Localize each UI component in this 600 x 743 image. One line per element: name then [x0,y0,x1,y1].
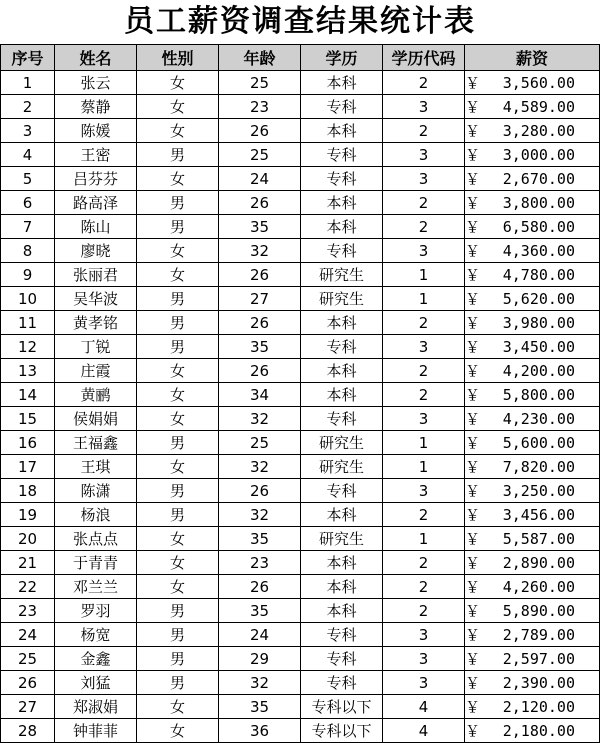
table-row [1,335,600,359]
cell-no: 24 [1,623,55,647]
cell-gender: 女 [137,527,219,551]
cell-age: 35 [219,599,301,623]
cell-no: 2 [1,95,55,119]
header-education: 学历 [301,45,383,71]
salary-amount: 3,280.00 [502,122,575,140]
currency-symbol: ￥ [465,602,481,620]
cell-salary [465,503,600,527]
cell-education: 专科 [301,239,383,263]
cell-age: 25 [219,143,301,167]
cell-salary [465,647,600,671]
cell-name: 张点点 [55,527,137,551]
cell-age: 32 [219,671,301,695]
cell-no: 25 [1,647,55,671]
cell-name: 郑淑娟 [55,695,137,719]
cell-education-code: 2 [383,215,465,239]
table-row [1,599,600,623]
currency-symbol: ￥ [465,122,481,140]
salary-amount: 2,670.00 [502,170,575,188]
cell-education-code: 1 [383,527,465,551]
salary-amount: 2,597.00 [502,650,575,668]
cell-name: 张云 [55,71,137,95]
cell-gender: 女 [137,407,219,431]
cell-education: 本科 [301,575,383,599]
cell-gender: 男 [137,335,219,359]
cell-no: 26 [1,671,55,695]
cell-education: 本科 [301,71,383,95]
cell-no: 20 [1,527,55,551]
cell-education: 本科 [301,311,383,335]
cell-age: 32 [219,407,301,431]
salary-amount: 5,890.00 [502,602,575,620]
table-row [1,143,600,167]
cell-name: 黄孝铭 [55,311,137,335]
cell-education: 专科 [301,623,383,647]
cell-education-code: 2 [383,119,465,143]
cell-salary [465,431,600,455]
cell-name: 陈潇 [55,479,137,503]
cell-education-code: 1 [383,455,465,479]
cell-education: 专科 [301,95,383,119]
header-salary: 薪资 [465,45,600,71]
cell-education: 专科 [301,143,383,167]
table-row [1,551,600,575]
cell-age: 35 [219,215,301,239]
cell-education-code: 3 [383,671,465,695]
cell-salary [465,407,600,431]
cell-name: 侯娟娟 [55,407,137,431]
cell-no: 27 [1,695,55,719]
header-education-code: 学历代码 [383,45,465,71]
cell-salary [465,143,600,167]
table-row [1,623,600,647]
cell-no: 11 [1,311,55,335]
cell-gender: 女 [137,695,219,719]
table-row [1,71,600,95]
cell-age: 26 [219,191,301,215]
cell-education: 研究生 [301,431,383,455]
table-row [1,191,600,215]
cell-education-code: 3 [383,167,465,191]
cell-age: 32 [219,455,301,479]
cell-education-code: 3 [383,407,465,431]
table-row [1,215,600,239]
cell-no: 21 [1,551,55,575]
salary-amount: 5,800.00 [502,386,575,404]
cell-age: 24 [219,623,301,647]
cell-gender: 男 [137,647,219,671]
cell-gender: 女 [137,575,219,599]
cell-salary [465,455,600,479]
cell-no: 5 [1,167,55,191]
cell-salary [465,671,600,695]
currency-symbol: ￥ [465,362,481,380]
cell-salary [465,527,600,551]
cell-education: 专科 [301,407,383,431]
currency-symbol: ￥ [465,410,481,428]
cell-education: 研究生 [301,527,383,551]
salary-table [0,44,600,743]
salary-amount: 2,180.00 [502,722,575,740]
cell-gender: 女 [137,359,219,383]
cell-salary [465,263,600,287]
cell-education: 本科 [301,215,383,239]
cell-name: 吕芬芬 [55,167,137,191]
salary-amount: 6,580.00 [502,218,575,236]
cell-no: 28 [1,719,55,743]
cell-no: 3 [1,119,55,143]
cell-education-code: 3 [383,479,465,503]
cell-salary [465,383,600,407]
table-row [1,407,600,431]
cell-no: 15 [1,407,55,431]
cell-gender: 女 [137,71,219,95]
cell-name: 路高泽 [55,191,137,215]
header-no: 序号 [1,45,55,71]
cell-education-code: 1 [383,287,465,311]
cell-name: 邓兰兰 [55,575,137,599]
currency-symbol: ￥ [465,458,481,476]
cell-salary [465,695,600,719]
currency-symbol: ￥ [465,242,481,260]
currency-symbol: ￥ [465,530,481,548]
salary-amount: 4,260.00 [502,578,575,596]
cell-no: 4 [1,143,55,167]
cell-gender: 男 [137,287,219,311]
salary-amount: 3,800.00 [502,194,575,212]
currency-symbol: ￥ [465,650,481,668]
cell-age: 23 [219,95,301,119]
cell-no: 8 [1,239,55,263]
table-row [1,575,600,599]
currency-symbol: ￥ [465,170,481,188]
cell-salary [465,95,600,119]
table-row [1,359,600,383]
cell-age: 26 [219,119,301,143]
cell-no: 18 [1,479,55,503]
cell-age: 29 [219,647,301,671]
cell-salary [465,311,600,335]
cell-education-code: 2 [383,311,465,335]
cell-education: 本科 [301,503,383,527]
currency-symbol: ￥ [465,314,481,332]
currency-symbol: ￥ [465,578,481,596]
cell-name: 金鑫 [55,647,137,671]
cell-gender: 男 [137,479,219,503]
table-row [1,527,600,551]
currency-symbol: ￥ [465,290,481,308]
cell-education: 专科 [301,671,383,695]
cell-education-code: 2 [383,359,465,383]
currency-symbol: ￥ [465,722,481,740]
cell-salary [465,215,600,239]
cell-salary [465,719,600,743]
currency-symbol: ￥ [465,74,481,92]
table-row [1,239,600,263]
cell-salary [465,575,600,599]
cell-salary [465,479,600,503]
cell-age: 35 [219,335,301,359]
cell-education-code: 2 [383,71,465,95]
cell-salary [465,359,600,383]
table-row [1,95,600,119]
table-row [1,311,600,335]
cell-gender: 女 [137,263,219,287]
cell-education: 研究生 [301,455,383,479]
cell-education-code: 2 [383,575,465,599]
cell-education-code: 3 [383,239,465,263]
cell-name: 罗羽 [55,599,137,623]
currency-symbol: ￥ [465,194,481,212]
cell-name: 于青青 [55,551,137,575]
cell-age: 32 [219,503,301,527]
cell-age: 27 [219,287,301,311]
salary-amount: 4,230.00 [502,410,575,428]
cell-education-code: 3 [383,623,465,647]
cell-no: 9 [1,263,55,287]
currency-symbol: ￥ [465,434,481,452]
salary-amount: 3,560.00 [502,74,575,92]
currency-symbol: ￥ [465,146,481,164]
salary-amount: 2,390.00 [502,674,575,692]
cell-education: 专科 [301,647,383,671]
cell-no: 10 [1,287,55,311]
cell-name: 庄霞 [55,359,137,383]
cell-no: 12 [1,335,55,359]
cell-no: 23 [1,599,55,623]
table-row [1,647,600,671]
cell-salary [465,335,600,359]
cell-education-code: 2 [383,551,465,575]
cell-education: 专科以下 [301,719,383,743]
cell-education: 专科 [301,335,383,359]
cell-salary [465,191,600,215]
salary-amount: 5,620.00 [502,290,575,308]
cell-no: 14 [1,383,55,407]
cell-no: 22 [1,575,55,599]
salary-amount: 2,890.00 [502,554,575,572]
cell-gender: 女 [137,383,219,407]
cell-salary [465,599,600,623]
cell-salary [465,551,600,575]
currency-symbol: ￥ [465,482,481,500]
cell-name: 丁锐 [55,335,137,359]
cell-age: 35 [219,527,301,551]
cell-education-code: 2 [383,191,465,215]
cell-education: 研究生 [301,287,383,311]
header-row [1,45,600,71]
cell-age: 26 [219,575,301,599]
cell-gender: 女 [137,119,219,143]
cell-age: 36 [219,719,301,743]
cell-gender: 男 [137,311,219,335]
cell-name: 钟菲菲 [55,719,137,743]
cell-name: 王福鑫 [55,431,137,455]
cell-no: 19 [1,503,55,527]
cell-gender: 男 [137,671,219,695]
cell-name: 吴华波 [55,287,137,311]
cell-age: 34 [219,383,301,407]
salary-amount: 3,456.00 [502,506,575,524]
table-row [1,263,600,287]
cell-education-code: 2 [383,503,465,527]
cell-age: 25 [219,71,301,95]
table-row [1,455,600,479]
cell-name: 王琪 [55,455,137,479]
cell-name: 杨宽 [55,623,137,647]
cell-gender: 男 [137,431,219,455]
cell-name: 蔡静 [55,95,137,119]
cell-name: 黄鹂 [55,383,137,407]
cell-salary [465,623,600,647]
cell-education-code: 4 [383,695,465,719]
cell-gender: 女 [137,95,219,119]
cell-age: 25 [219,431,301,455]
cell-gender: 女 [137,551,219,575]
cell-education: 本科 [301,383,383,407]
cell-education-code: 1 [383,263,465,287]
salary-amount: 7,820.00 [502,458,575,476]
cell-education: 本科 [301,599,383,623]
cell-education: 专科以下 [301,695,383,719]
currency-symbol: ￥ [465,386,481,404]
currency-symbol: ￥ [465,674,481,692]
salary-amount: 4,200.00 [502,362,575,380]
currency-symbol: ￥ [465,626,481,644]
cell-name: 张丽君 [55,263,137,287]
cell-age: 35 [219,695,301,719]
cell-education-code: 3 [383,95,465,119]
cell-salary [465,119,600,143]
cell-education: 研究生 [301,263,383,287]
cell-name: 陈媛 [55,119,137,143]
cell-gender: 男 [137,623,219,647]
table-row [1,119,600,143]
cell-gender: 男 [137,215,219,239]
cell-age: 26 [219,479,301,503]
cell-age: 24 [219,167,301,191]
currency-symbol: ￥ [465,506,481,524]
cell-age: 26 [219,263,301,287]
cell-education: 本科 [301,359,383,383]
table-row [1,479,600,503]
cell-age: 26 [219,311,301,335]
cell-name: 陈山 [55,215,137,239]
currency-symbol: ￥ [465,98,481,116]
cell-gender: 男 [137,503,219,527]
cell-name: 杨浪 [55,503,137,527]
cell-gender: 女 [137,167,219,191]
cell-name: 刘猛 [55,671,137,695]
table-row [1,287,600,311]
cell-education: 专科 [301,479,383,503]
table-row [1,167,600,191]
page-title: 员工薪资调查结果统计表 [124,4,476,39]
cell-education-code: 3 [383,335,465,359]
header-gender: 性别 [137,45,219,71]
salary-amount: 3,980.00 [502,314,575,332]
cell-no: 7 [1,215,55,239]
salary-amount: 5,587.00 [502,530,575,548]
cell-education-code: 2 [383,599,465,623]
cell-education: 本科 [301,191,383,215]
cell-no: 16 [1,431,55,455]
cell-age: 26 [219,359,301,383]
cell-gender: 女 [137,455,219,479]
cell-salary [465,71,600,95]
cell-gender: 男 [137,143,219,167]
cell-age: 23 [219,551,301,575]
currency-symbol: ￥ [465,218,481,236]
table-body [1,71,600,743]
salary-amount: 2,789.00 [502,626,575,644]
cell-education: 专科 [301,167,383,191]
currency-symbol: ￥ [465,266,481,284]
cell-gender: 女 [137,239,219,263]
cell-education-code: 3 [383,647,465,671]
salary-amount: 3,450.00 [502,338,575,356]
salary-amount: 4,360.00 [502,242,575,260]
cell-salary [465,167,600,191]
currency-symbol: ￥ [465,338,481,356]
cell-education: 本科 [301,119,383,143]
header-name: 姓名 [55,45,137,71]
table-row [1,695,600,719]
salary-amount: 2,120.00 [502,698,575,716]
table-row [1,503,600,527]
cell-age: 32 [219,239,301,263]
salary-amount: 4,780.00 [502,266,575,284]
cell-name: 王密 [55,143,137,167]
table-row [1,431,600,455]
cell-gender: 男 [137,191,219,215]
salary-amount: 5,600.00 [502,434,575,452]
cell-no: 13 [1,359,55,383]
cell-education-code: 4 [383,719,465,743]
cell-gender: 男 [137,599,219,623]
header-age: 年龄 [219,45,301,71]
table-row [1,671,600,695]
salary-amount: 4,589.00 [502,98,575,116]
cell-education-code: 2 [383,383,465,407]
table-row [1,383,600,407]
cell-no: 1 [1,71,55,95]
cell-name: 廖晓 [55,239,137,263]
cell-no: 6 [1,191,55,215]
cell-education-code: 3 [383,143,465,167]
cell-salary [465,287,600,311]
cell-salary [465,239,600,263]
currency-symbol: ￥ [465,554,481,572]
cell-education-code: 1 [383,431,465,455]
table-row [1,719,600,743]
currency-symbol: ￥ [465,698,481,716]
salary-amount: 3,250.00 [502,482,575,500]
salary-amount: 3,000.00 [502,146,575,164]
cell-no: 17 [1,455,55,479]
cell-education: 本科 [301,551,383,575]
cell-gender: 女 [137,719,219,743]
